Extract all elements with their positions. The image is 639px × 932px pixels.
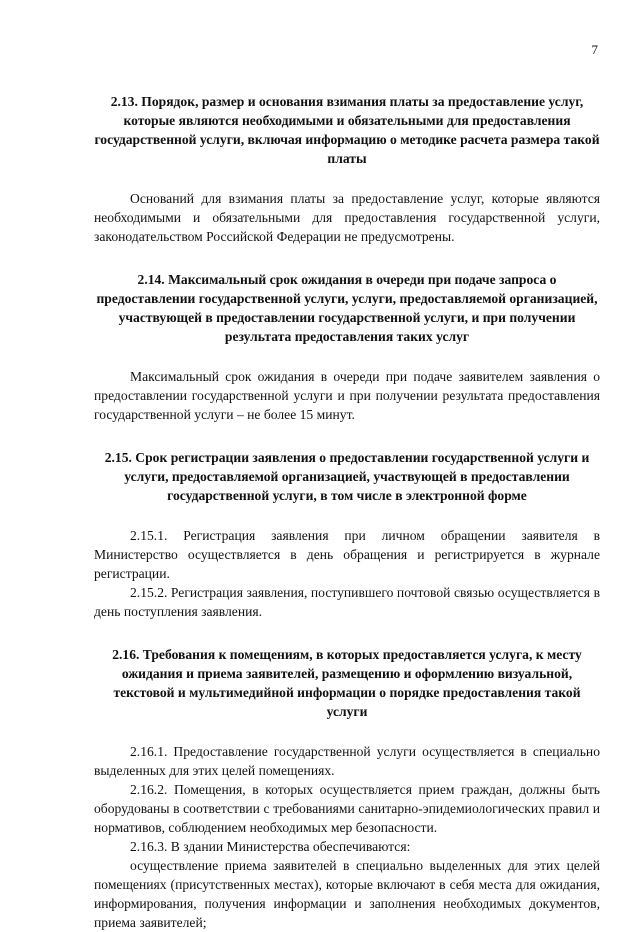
section-2-15 [94, 448, 600, 621]
section-heading: 2.13. Порядок, размер и основания взимания платы за предоставление услуг, которые являются необходимыми и обязательными для предоставления государственной услуги, включая информацию о методике расчета размера такой платы [94, 94, 600, 166]
section-heading: 2.15. Срок регистрации заявления о предоставлении государственной услуги и услуги, предоставляемой организацией, участвующей в предоставлении государственной услуги, в том числе в электронной форме [104, 450, 590, 503]
section-2-14 [94, 270, 600, 424]
paragraph: 2.16.1. Предоставление государственной услуги осуществляется в специально выделенных для этих целей помещениях. [94, 744, 600, 778]
paragraph: 2.16.3. В здании Министерства обеспечиваются: [130, 839, 411, 854]
paragraph: Оснований для взимания платы за предоставление услуг, которые являются необходимыми и обязательными для предоставления государственной услуги, законодательством Российской Федерации не предусмотрены. [94, 191, 600, 244]
document-body [94, 92, 600, 932]
paragraph: осуществление приема заявителей в специально выделенных для этих целей помещениях (присутственных местах), которые включают в себя места для ожидания, информирования, получения информации и заполнения необходимых документов, приема заявителей; [94, 858, 600, 930]
paragraph: Максимальный срок ожидания в очереди при подаче заявителем заявления о предоставлении государственной услуги и при получении результата предоставления государственной услуги – не более 15 минут. [94, 369, 600, 422]
paragraph: 2.15.2. Регистрация заявления, поступившего почтовой связью осуществляется в день поступления заявления. [94, 585, 600, 619]
section-heading: 2.14. Максимальный срок ожидания в очереди при подаче запроса о предоставлении государственной услуги, услуги, предоставляемой организацией, участвующей в предоставлении государственной услуги, и при получении результата предоставления таких услуг [96, 272, 598, 344]
section-2-16 [94, 645, 600, 932]
page-number: 7 [591, 42, 598, 57]
section-2-13 [94, 92, 600, 246]
paragraph: 2.15.1. Регистрация заявления при личном обращении заявителя в Министерство осуществляется в день обращения и регистрируется в журнале регистрации. [94, 528, 600, 581]
paragraph: 2.16.2. Помещения, в которых осуществляется прием граждан, должны быть оборудованы в соответствии с требованиями санитарно-эпидемиологических правил и нормативов, соблюдением необходимых мер безопасности. [94, 782, 600, 835]
section-heading: 2.16. Требования к помещениям, в которых предоставляется услуга, к месту ожидания и приема заявителей, размещению и оформлению визуальной, текстовой и мультимедийной информации о порядке предоставления такой услуги [112, 647, 582, 719]
